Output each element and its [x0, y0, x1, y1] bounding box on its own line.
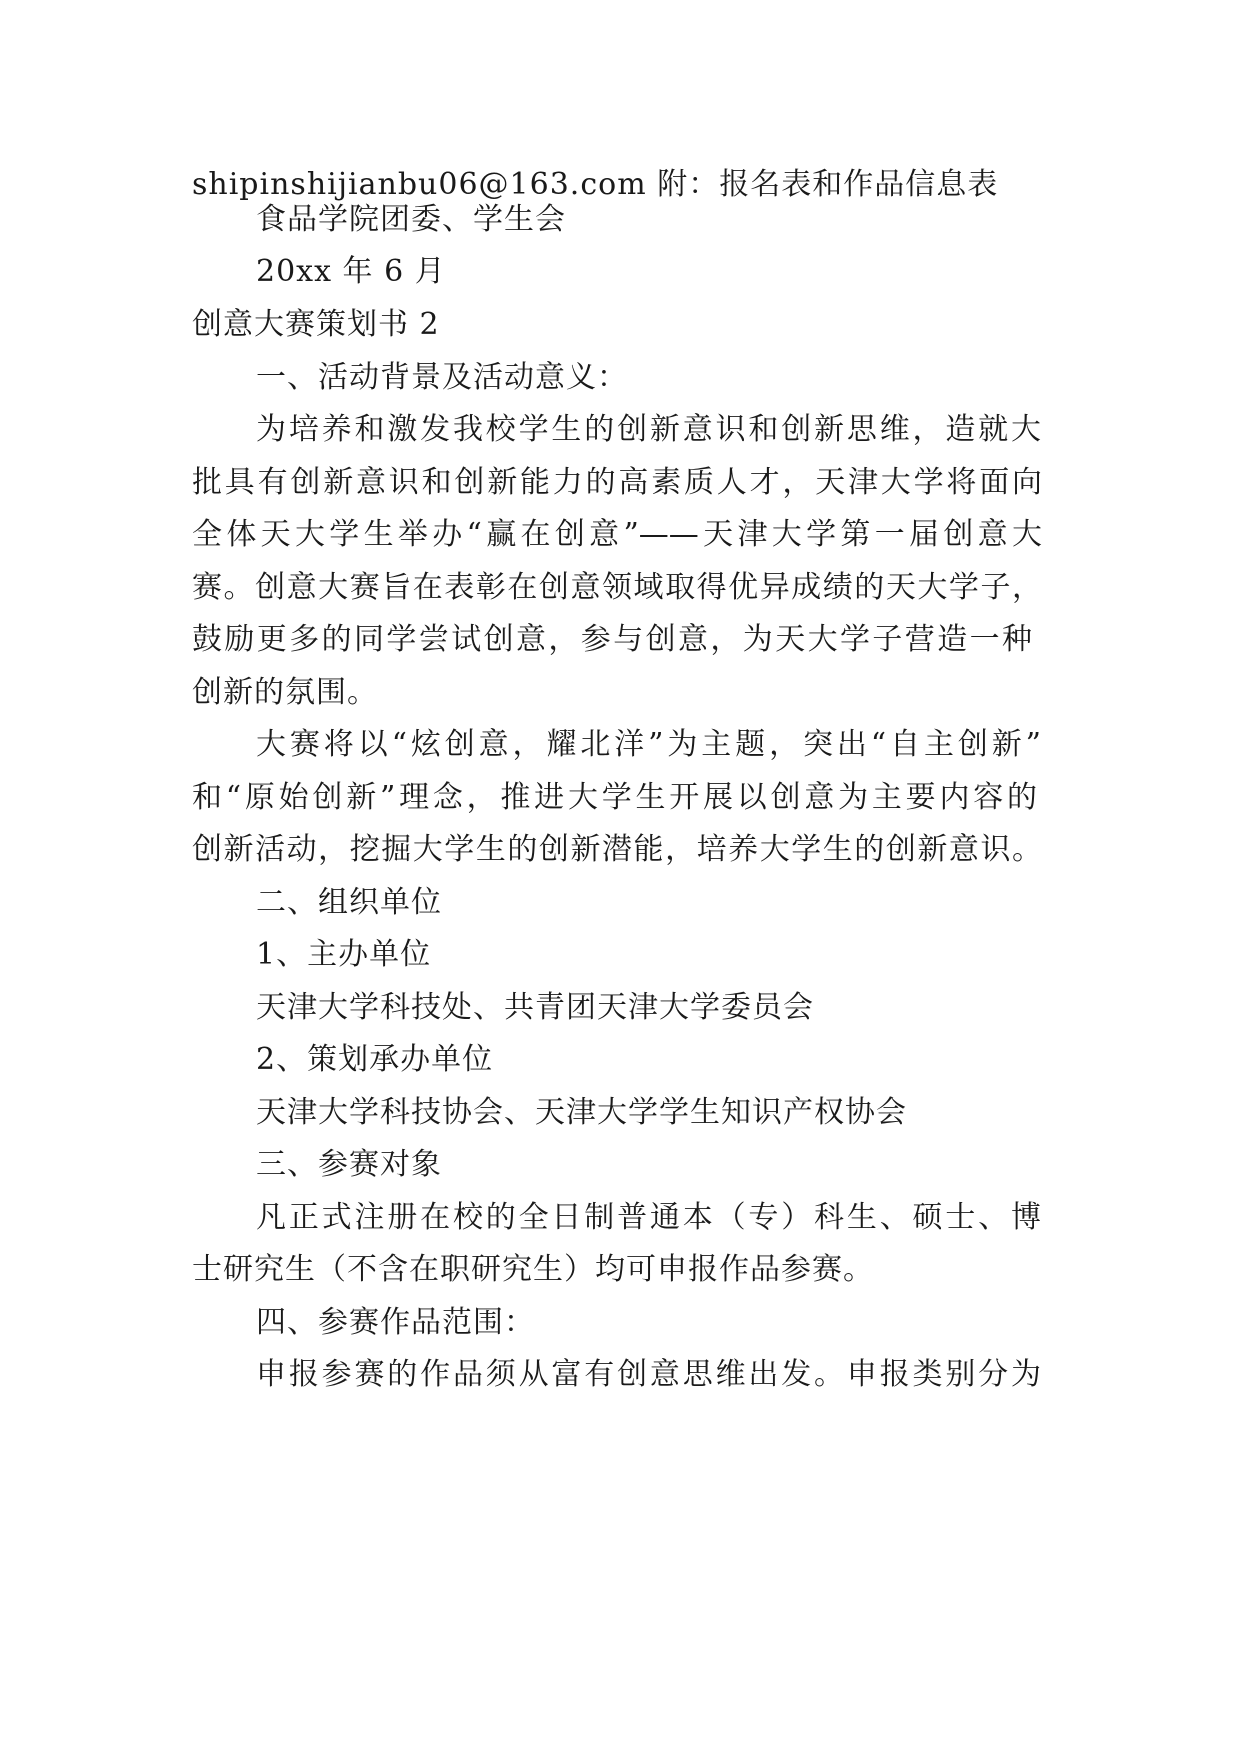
paragraph-line: 和“原始创新”理念，推进大学生开展以创意为主要内容的 [192, 780, 1037, 815]
email-attachment-line: shipinshijianbu06@163.com 附：报名表和作品信息表 [192, 167, 999, 202]
paragraph-line: 申报参赛的作品须从富有创意思维出发。申报类别分为 [256, 1357, 1041, 1392]
paragraph-line: 凡正式注册在校的全日制普通本（专）科生、硕士、博 [256, 1200, 1041, 1235]
heading-participants: 三、参赛对象 [256, 1147, 442, 1182]
paragraph-line: 创新的氛围。 [192, 675, 378, 710]
paragraph-line: 鼓励更多的同学尝试创意，参与创意，为天大学子营造一种 [192, 622, 1032, 657]
paragraph-line: 士研究生（不含在职研究生）均可申报作品参赛。 [192, 1252, 874, 1287]
paragraph-line: 赛。创意大赛旨在表彰在创意领域取得优异成绩的天大学子， [192, 570, 1042, 605]
subheading-organizer: 2、策划承办单位 [256, 1042, 494, 1077]
heading-background: 一、活动背景及活动意义： [256, 360, 628, 395]
heading-scope: 四、参赛作品范围： [256, 1305, 535, 1340]
heading-organizers: 二、组织单位 [256, 885, 442, 920]
paragraph-line: 全体天大学生举办“赢在创意”——天津大学第一届创意大 [192, 517, 1042, 552]
issuer-line: 食品学院团委、学生会 [256, 202, 566, 237]
paragraph-line: 创新活动，挖掘大学生的创新潜能，培养大学生的创新意识。 [192, 832, 1042, 867]
section-title: 创意大赛策划书 2 [192, 307, 440, 342]
host-units: 天津大学科技处、共青团天津大学委员会 [256, 990, 814, 1025]
subheading-host: 1、主办单位 [256, 937, 432, 972]
paragraph-line: 为培养和激发我校学生的创新意识和创新思维，造就大 [256, 412, 1041, 447]
paragraph-line: 大赛将以“炫创意，耀北洋”为主题，突出“自主创新” [256, 727, 1041, 762]
organizer-units: 天津大学科技协会、天津大学学生知识产权协会 [256, 1095, 907, 1130]
paragraph-line: 批具有创新意识和创新能力的高素质人才，天津大学将面向 [192, 465, 1042, 500]
date-line: 20xx 年 6 月 [256, 254, 446, 289]
